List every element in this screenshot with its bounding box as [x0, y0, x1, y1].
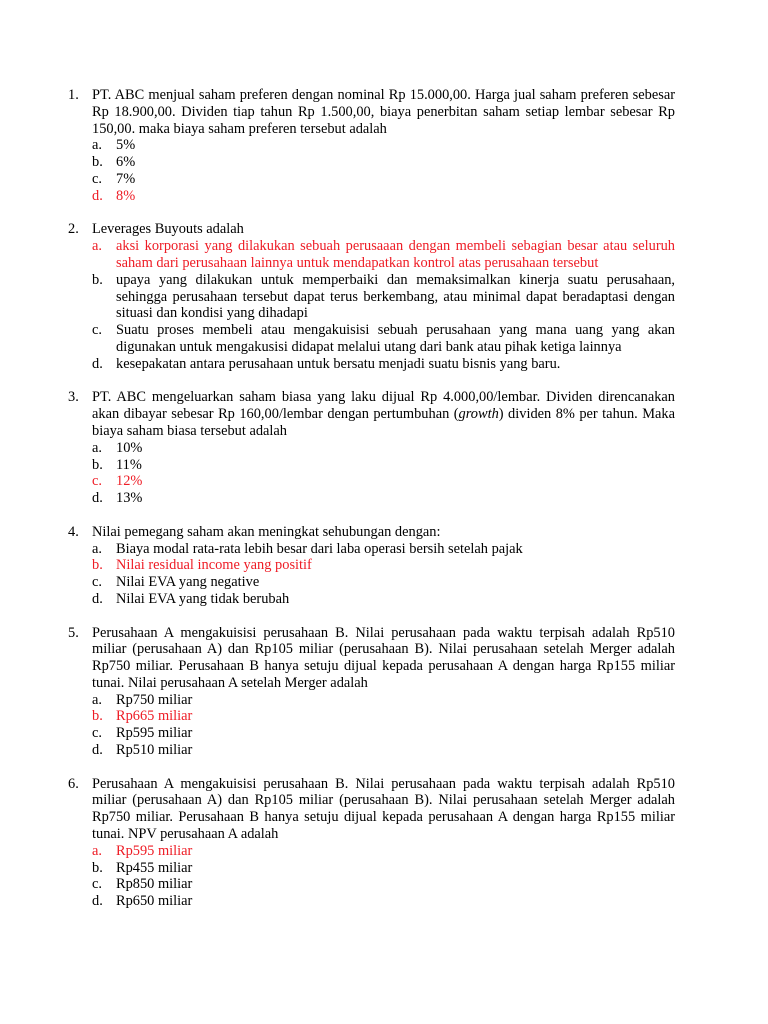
answer-options: [92, 137, 675, 204]
question-6: [68, 776, 675, 910]
option-text: 6%: [116, 154, 136, 171]
option-text: Nilai EVA yang tidak berubah: [116, 590, 290, 607]
answer-option: [92, 876, 675, 893]
question-text: Perusahaan A mengakuisisi perusahaan B. Nilai perusahaan pada waktu terpisah adalah Rp510 miliar (perusahaan A) dan Rp105 miliar (perusahaan B). Nilai perusahaan setelah Merger adalah Rp750 miliar. Perusahaan B hanya setuju dijual kepada perusahaan A dengan harga Rp155 miliar tunai. NPV perusahaan A adalah: [92, 775, 675, 843]
question-4: [68, 524, 675, 608]
option-text: Rp650 miliar: [116, 893, 193, 910]
question-text: Nilai pemegang saham akan meningkat sehubungan dengan:: [92, 523, 441, 540]
option-letter: d.: [92, 893, 103, 910]
document-page: [68, 87, 675, 927]
answer-option: [92, 541, 675, 558]
answer-option: [92, 322, 675, 356]
question-text-italic: growth: [458, 406, 499, 423]
answer-option: [92, 574, 675, 591]
correct-answer-option: [92, 843, 675, 860]
answer-option: [92, 171, 675, 188]
question-number: 1.: [68, 87, 79, 103]
question-body: [92, 776, 675, 910]
option-text: Rp750 miliar: [116, 691, 193, 708]
option-letter: b.: [92, 271, 103, 288]
correct-answer-option: [92, 557, 675, 574]
option-text: Rp595 miliar: [116, 842, 193, 859]
question-number: 5.: [68, 624, 79, 641]
answer-options: [92, 541, 675, 608]
question-number: 6.: [68, 775, 79, 792]
option-letter: d.: [92, 590, 103, 607]
option-letter: a.: [92, 137, 102, 154]
option-text: 5%: [116, 137, 136, 154]
answer-option: [92, 440, 675, 457]
correct-answer-option: [92, 473, 675, 490]
option-letter: b.: [92, 708, 103, 725]
option-text: 12%: [116, 473, 143, 490]
answer-option: [92, 860, 675, 877]
question-body: [92, 625, 675, 759]
answer-option: [92, 356, 675, 373]
option-letter: b.: [92, 859, 103, 876]
option-letter: c.: [92, 876, 102, 893]
question-2: [68, 221, 675, 372]
option-text: Suatu proses membeli atau mengakuisisi sebuah perusahaan yang mana uang yang akan digunakan untuk mengakusisi didapat melalui utang dari bank atau pihak ketiga lainnya: [116, 322, 675, 355]
question-text: PT. ABC menjual saham preferen dengan nominal Rp 15.000,00. Harga jual saham preferen sebesar Rp 18.900,00. Dividen tiap tahun Rp 1.500,00, biaya penerbitan saham setiap lembar sebesar Rp 150,00. maka biaya saham preferen tersebut adalah: [92, 87, 675, 137]
correct-answer-option: [92, 238, 675, 272]
option-letter: b.: [92, 557, 103, 574]
option-text: Nilai residual income yang positif: [116, 557, 312, 574]
option-text: 10%: [116, 439, 143, 456]
answer-option: [92, 272, 675, 322]
option-text: aksi korporasi yang dilakukan sebuah perusaaan dengan membeli sebagian besar atau seluruh saham dari perusahaan lainnya untuk mendapatkan kontrol atas perusahaan tersebut: [116, 238, 675, 271]
option-text: Nilai EVA yang negative: [116, 574, 260, 591]
question-body: [92, 524, 675, 608]
option-letter: c.: [92, 473, 102, 490]
correct-answer-option: [92, 708, 675, 725]
option-letter: a.: [92, 842, 102, 859]
question-text: Leverages Buyouts adalah: [92, 221, 244, 238]
option-text: Biaya modal rata-rata lebih besar dari laba operasi bersih setelah pajak: [116, 540, 523, 557]
answer-option: [92, 591, 675, 608]
option-letter: b.: [92, 456, 103, 473]
option-text: 11%: [116, 456, 142, 473]
option-text: Rp510 miliar: [116, 742, 193, 759]
option-letter: a.: [92, 540, 102, 557]
option-letter: d.: [92, 490, 103, 507]
option-letter: a.: [92, 439, 102, 456]
option-letter: d.: [92, 355, 103, 372]
answer-option: [92, 137, 675, 154]
option-text: Rp850 miliar: [116, 876, 193, 893]
option-text: 7%: [116, 170, 136, 187]
answer-option: [92, 490, 675, 507]
answer-options: [92, 238, 675, 372]
answer-option: [92, 893, 675, 910]
option-text: kesepakatan antara perusahaan untuk bersatu menjadi suatu bisnis yang baru.: [116, 355, 561, 372]
question-number: 3.: [68, 389, 79, 406]
answer-option: [92, 457, 675, 474]
option-text: Rp455 miliar: [116, 859, 193, 876]
question-body: [92, 87, 675, 205]
answer-options: [92, 843, 675, 910]
option-letter: c.: [92, 574, 102, 591]
option-text: 8%: [116, 187, 136, 204]
question-number: 2.: [68, 221, 79, 238]
question-number: 4.: [68, 523, 79, 540]
answer-option: [92, 725, 675, 742]
option-letter: c.: [92, 322, 102, 339]
answer-option: [92, 154, 675, 171]
option-text: Rp665 miliar: [116, 708, 193, 725]
question-1: [68, 87, 675, 205]
answer-options: [92, 692, 675, 759]
option-letter: a.: [92, 238, 102, 255]
question-text-part: ) dividen 8% per tahun. Maka biaya saham biasa tersebut adalah: [92, 406, 675, 439]
option-letter: d.: [92, 187, 103, 204]
answer-option: [92, 692, 675, 709]
option-letter: c.: [92, 725, 102, 742]
option-letter: a.: [92, 691, 102, 708]
question-5: [68, 625, 675, 759]
option-text: upaya yang dilakukan untuk memperbaiki dan memaksimalkan kinerja suatu perusahaan, sehingga perusahaan tersebut dapat terus berkembang, atau minimal dapat beradaptasi dengan situasi dan kondisi yang dihadapi: [116, 271, 675, 322]
question-3: [68, 389, 675, 507]
option-text: 13%: [116, 490, 143, 507]
answer-option: [92, 742, 675, 759]
option-text: Rp595 miliar: [116, 725, 193, 742]
correct-answer-option: [92, 188, 675, 205]
question-text-part: PT. ABC mengeluarkan saham biasa yang laku dijual Rp 4.000,00/lembar. Dividen direncanakan akan dibayar sebesar Rp 160,00/lembar dengan pertumbuhan (: [92, 389, 675, 423]
answer-options: [92, 440, 675, 507]
question-text: [92, 389, 675, 439]
option-letter: d.: [92, 742, 103, 759]
question-text: Perusahaan A mengakuisisi perusahaan B. Nilai perusahaan pada waktu terpisah adalah Rp510 miliar (perusahaan A) dan Rp105 miliar (perusahaan B). Nilai perusahaan setelah Merger adalah Rp750 miliar. Perusahaan B hanya setuju dijual kepada perusahaan A dengan harga Rp155 miliar tunai. Nilai perusahaan A setelah Merger adalah: [92, 624, 675, 691]
option-letter: c.: [92, 170, 102, 187]
option-letter: b.: [92, 154, 103, 171]
question-body: [92, 389, 675, 507]
question-body: [92, 221, 675, 372]
